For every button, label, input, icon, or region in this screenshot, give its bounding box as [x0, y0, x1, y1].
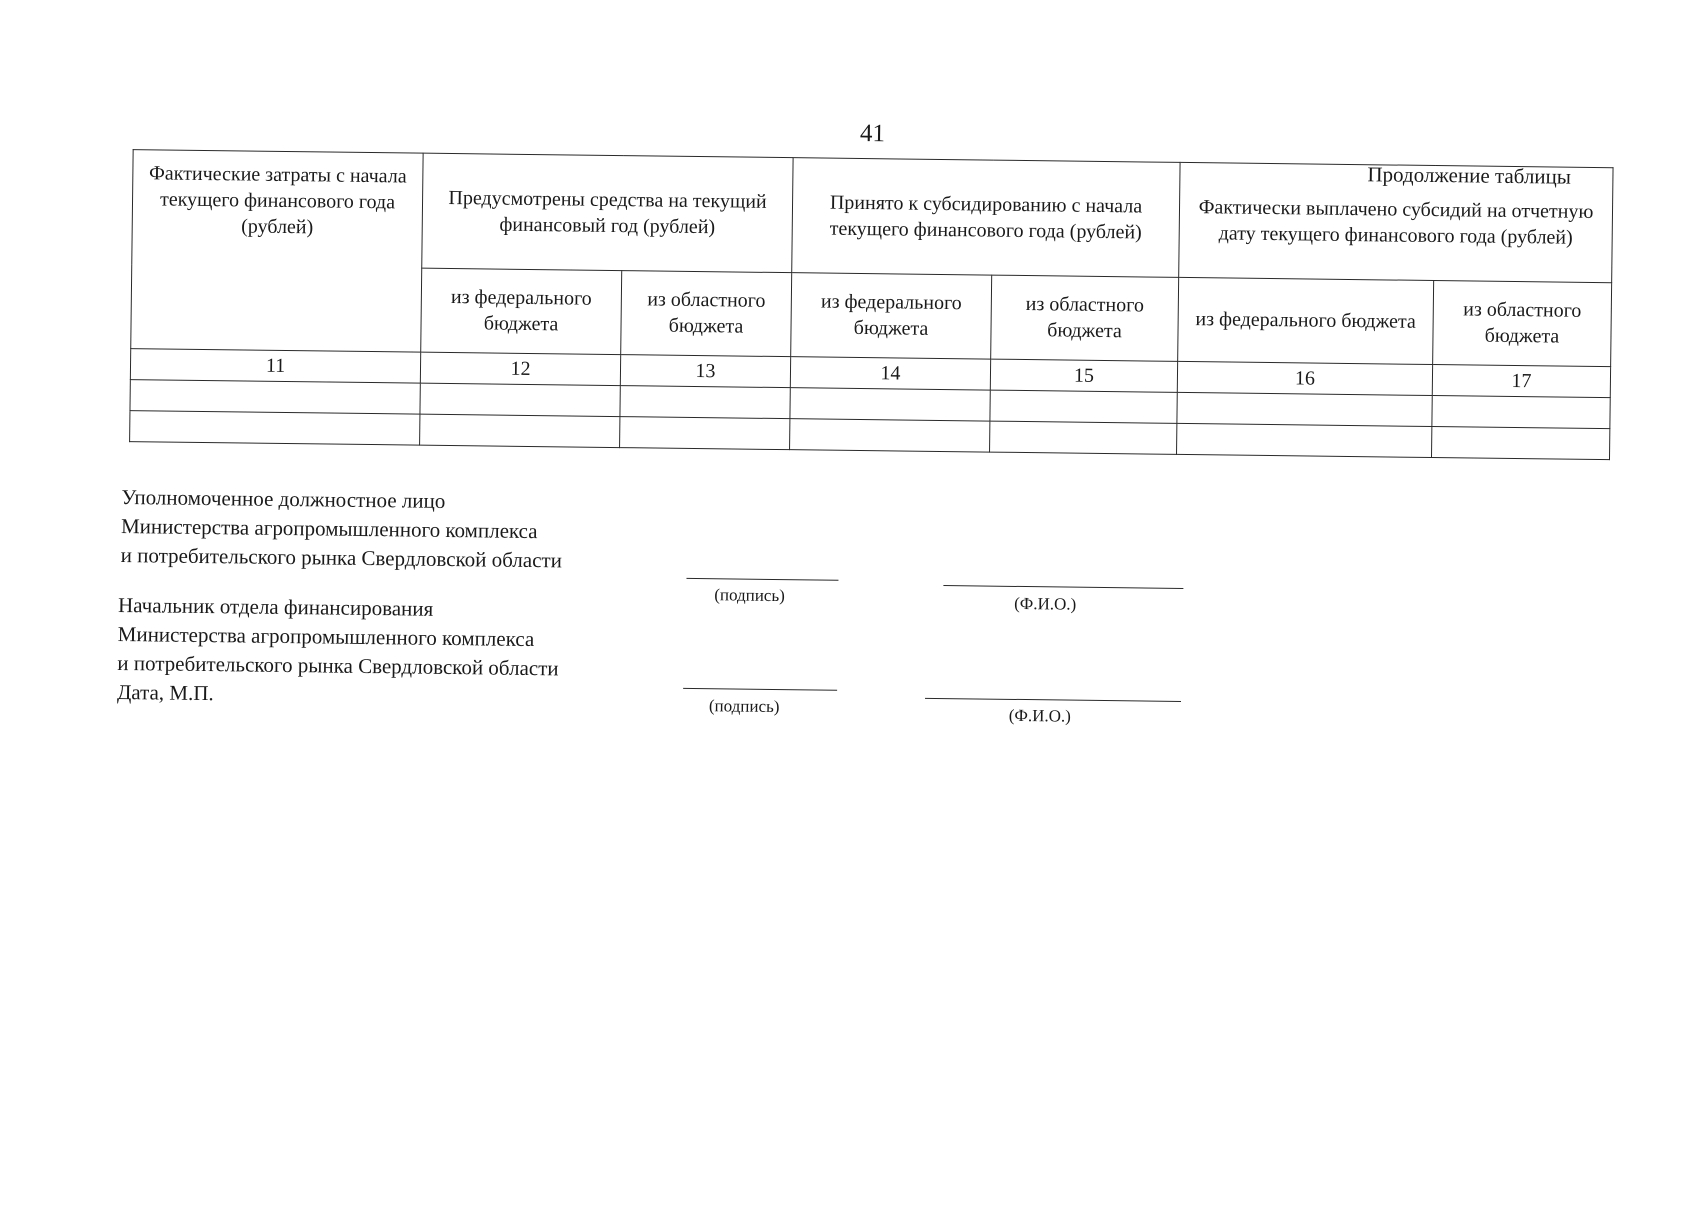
subheader-federal: из федерального бюджета: [421, 268, 622, 355]
authorized-official-block: [121, 483, 563, 575]
name-line: [943, 585, 1183, 589]
column-number: 16: [1177, 361, 1432, 395]
table-continuation-label: Продолжение таблицы: [1367, 162, 1572, 189]
column-number: 14: [790, 357, 990, 390]
header-planned-funds: Предусмотрены средства на текущий финансовый год (рублей): [422, 153, 793, 272]
table-cell: [130, 380, 420, 415]
table-cell: [990, 421, 1177, 454]
date-stamp-line: Дата, М.П.: [116, 679, 214, 706]
page-number: 41: [859, 119, 886, 148]
column-number: 13: [620, 355, 790, 388]
name-caption: (Ф.И.О.): [1008, 705, 1071, 726]
finance-head-line2: Министерства агропромышленного комплекса: [117, 621, 535, 652]
authorized-official-line3: и потребительского рынка Свердловской области: [120, 542, 563, 573]
table-header-row: [132, 150, 1613, 283]
signature-line: [683, 688, 837, 691]
finance-head-block: [117, 591, 560, 712]
finance-head-line3: и потребительского рынка Свердловской области: [117, 650, 559, 681]
column-number: 11: [130, 349, 420, 384]
authorized-official-line2: Министерства агропромышленного комплекса: [120, 513, 538, 544]
table-cell: [1177, 392, 1432, 426]
table-cell: [1431, 426, 1609, 459]
header-accepted-for-subsidy: Принято к субсидированию с начала текущего финансового года (рублей): [792, 158, 1180, 278]
table-cell: [990, 390, 1177, 423]
table-cell: [1177, 423, 1432, 457]
subheader-federal: из федерального бюджета: [791, 272, 992, 359]
subheader-regional: из областного бюджета: [621, 270, 792, 356]
table-cell: [1432, 395, 1610, 428]
table-cell: [620, 417, 790, 450]
finance-head-line1: Начальник отдела финансирования: [117, 592, 434, 621]
table-cell: [790, 419, 990, 452]
column-number: 15: [990, 359, 1177, 392]
header-actual-costs: Фактические затраты с начала текущего финансового года (рублей): [131, 150, 423, 353]
subheader-federal: из федерального бюджета: [1178, 277, 1434, 364]
subsidy-table: [129, 149, 1613, 460]
column-number: 12: [420, 352, 620, 385]
column-number: 17: [1432, 365, 1610, 398]
table-cell: [130, 411, 420, 446]
subheader-regional: из областного бюджета: [991, 275, 1179, 361]
signature-caption: (подпись): [714, 585, 785, 606]
table-cell: [420, 383, 620, 416]
table-cell: [620, 386, 790, 419]
table-cell: [420, 414, 620, 447]
header-paid-subsidies: Фактически выплачено субсидий на отчетную дату текущего финансового года (рублей): [1179, 162, 1613, 282]
signature-line: [686, 578, 838, 581]
authorized-official-line1: Уполномоченное должностное лицо: [121, 484, 446, 513]
name-caption: (Ф.И.О.): [1014, 593, 1077, 614]
table-cell: [790, 388, 990, 421]
name-line: [925, 698, 1181, 702]
signature-caption: (подпись): [708, 696, 780, 717]
subheader-regional: из областного бюджета: [1433, 280, 1612, 366]
